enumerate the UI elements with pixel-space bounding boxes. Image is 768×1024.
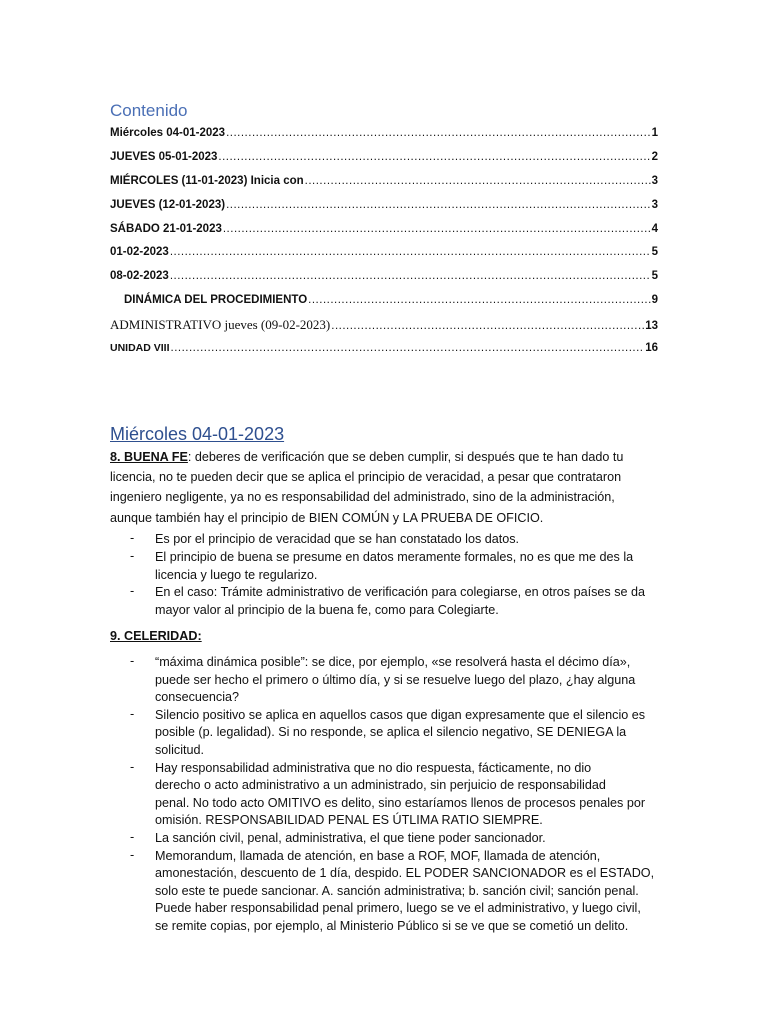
toc-entry-label: JUEVES (12-01-2023)	[110, 199, 226, 211]
section-heading: Miércoles 04-01-2023	[110, 424, 285, 444]
bullet-text-line: se remite copias, por ejemplo, al Ministerio Público si se ve que se cometió un delito.	[155, 919, 629, 933]
paragraph-line: ingeniero negligente, ya no es responsabilidad del administrado, sino de la administración,	[110, 490, 615, 505]
toc-page-number: 16	[645, 342, 658, 354]
toc-page-number: 5	[651, 246, 658, 258]
toc-dot-leader	[170, 270, 651, 282]
toc-title: Contenido	[110, 101, 188, 120]
bullet-text-line: La sanción civil, penal, administrativa, el que tiene poder sancionador.	[155, 831, 546, 845]
bullet-text-line: “máxima dinámica posible”: se dice, por ejemplo, «se resolverá hasta el décimo día»,	[155, 655, 631, 669]
toc-dot-leader	[226, 127, 651, 139]
toc-dot-leader	[331, 320, 644, 332]
toc-dot-leader	[171, 342, 645, 354]
paragraph-line	[110, 449, 623, 465]
toc-entry-label: DINÁMICA DEL PROCEDIMIENTO	[124, 294, 308, 306]
toc-entry-label: SÁBADO 21-01-2023	[110, 223, 222, 235]
toc-entry[interactable]	[110, 127, 658, 139]
toc-page-number: 5	[651, 270, 658, 282]
bullet-text-line: solicitud.	[155, 743, 204, 757]
bullet-marker: -	[130, 847, 135, 862]
toc-entry[interactable]	[110, 294, 658, 306]
bullet-text-line: Es por el principio de veracidad que se han constatado los datos.	[155, 532, 520, 546]
toc-entry[interactable]	[110, 270, 658, 282]
toc-entry[interactable]	[110, 199, 658, 211]
item-label	[110, 628, 202, 644]
toc-entry-label: UNIDAD VIII	[110, 342, 170, 354]
item-label: 8. BUENA FE	[110, 450, 188, 464]
toc-entry[interactable]	[110, 223, 658, 235]
toc-page-number: 13	[645, 320, 658, 332]
bullet-marker: -	[130, 706, 135, 721]
toc-dot-leader	[218, 151, 650, 163]
bullet-marker: -	[130, 830, 135, 844]
paragraph-line: licencia, no te pueden decir que se aplica el principio de veracidad, a pesar que contrataron	[110, 470, 622, 485]
toc-page-number: 3	[651, 199, 658, 211]
toc-page-number: 3	[651, 175, 658, 187]
bullet-text-line: solo este te puede sancionar. A. sanción administrativa; b. sanción civil; sanción penal.	[155, 883, 639, 898]
paragraph-text: : deberes de verificación que se deben cumplir, si después que te han dado tu	[187, 450, 624, 464]
toc-dot-leader	[223, 223, 651, 235]
toc-entry[interactable]	[110, 317, 658, 333]
bullet-text-line: En el caso: Trámite administrativo de verificación para colegiarse, en otros países se da	[155, 585, 645, 600]
toc-dot-leader	[226, 199, 651, 211]
toc-page-number: 9	[651, 294, 658, 306]
toc-entry-label: Miércoles 04-01-2023	[110, 127, 226, 139]
bullet-marker: -	[130, 654, 135, 668]
bullet-text-line: amonestación, descuento de 1 día, despido. EL PODER SANCIONADOR es el ESTADO,	[155, 866, 655, 881]
bullet-text-line: Silencio positivo se aplica en aquellos casos que digan expresamente que el silencio es	[155, 707, 646, 722]
toc-entry-label: 01-02-2023	[110, 246, 169, 258]
bullet-text-line: El principio de buena se presume en datos meramente formales, no es que me des la	[155, 549, 634, 564]
bullet-marker: -	[130, 548, 135, 563]
toc-page-number: 1	[651, 127, 658, 139]
toc-entry[interactable]	[110, 246, 658, 258]
bullet-text-line: Hay responsabilidad administrativa que no dio respuesta, fácticamente, no dio	[155, 760, 592, 775]
toc-page-number: 4	[651, 223, 658, 235]
toc-dot-leader	[170, 246, 651, 258]
toc-entry-label: MIÉRCOLES (11-01-2023) Inicia con	[110, 175, 304, 187]
bullet-text-line: Puede haber responsabilidad penal primero, luego se ve el administrativo, y luego civil,	[155, 901, 641, 916]
toc-entry-label: 08-02-2023	[110, 270, 169, 282]
toc-entry-label: ADMINISTRATIVO jueves (09-02-2023)	[110, 317, 331, 332]
bullet-text-line: Memorandum, llamada de atención, en base a ROF, MOF, llamada de atención,	[155, 848, 601, 863]
bullet-marker: -	[130, 759, 135, 774]
toc-entry[interactable]	[110, 342, 658, 354]
bullet-text-line: posible (p. legalidad). Si no responde, se aplica el silencio negativo, SE DENIEGA la	[155, 725, 627, 740]
bullet-text-line: mayor valor al principio de la buena fe, como para Colegiarte.	[155, 603, 499, 618]
celeridad-heading: 9. CELERIDAD:	[110, 629, 202, 643]
bullet-text-line: licencia y luego te regularizo.	[155, 567, 318, 582]
bullet-marker: -	[130, 584, 135, 599]
toc-dot-leader	[308, 294, 650, 306]
bullet-text-line: penal. No todo acto OMITIVO es delito, sino estaríamos llenos de procesos penales por	[155, 795, 646, 810]
toc-entry[interactable]	[110, 175, 658, 187]
bullet-marker: -	[130, 531, 135, 545]
toc-page-number: 2	[651, 151, 658, 163]
bullet-text-line: puede ser hecho el primero o último día, y si se resuelve luego del plazo, ¿hay alguna	[155, 672, 636, 687]
bullet-text-line: omisión. RESPONSABILIDAD PENAL ES ÚTLIMA RATIO SIEMPRE.	[155, 813, 543, 828]
bullet-text-line: consecuencia?	[155, 690, 240, 705]
paragraph-line: aunque también hay el principio de BIEN COMÚN y LA PRUEBA DE OFICIO.	[110, 510, 544, 525]
toc-entry[interactable]	[110, 151, 658, 163]
bullet-text-line: derecho o acto administrativo a un administrado, sin perjuicio de responsabilidad	[155, 778, 606, 793]
toc-entry-label: JUEVES 05-01-2023	[110, 151, 218, 163]
toc-dot-leader	[305, 175, 651, 187]
